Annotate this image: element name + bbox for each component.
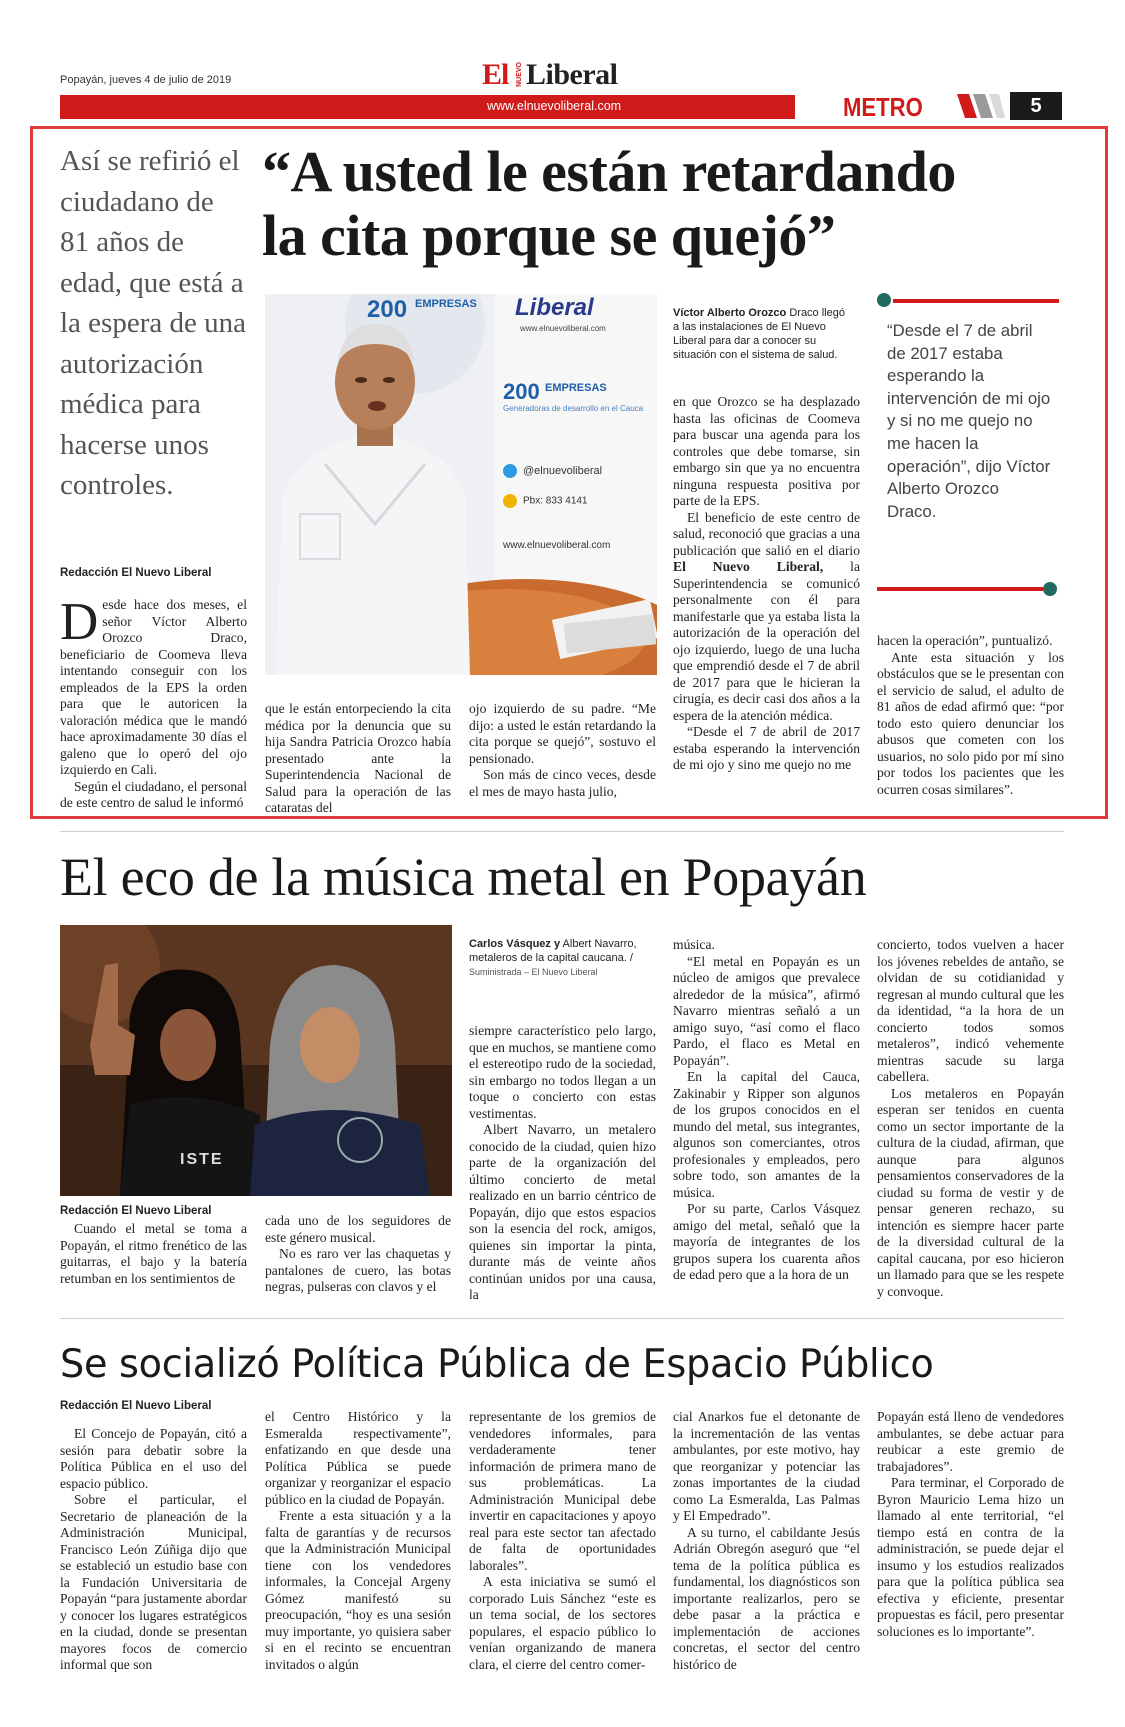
logo-nuevo: NUEVO — [516, 62, 523, 87]
article-3-col-2-p2: Frente a esta situación y a la falta de garantías y de recursos que la Administración Municipal tiene con los vendedores informales, la Concejal Argeny Gómez manifestó su preocupación, “hoy es una sesión muy importante, yo quisiera saber si en el recinto se encuentran invitados o algún — [265, 1508, 451, 1672]
article-3-col-5-p1: Popayán está lleno de vendedores ambulantes, se debe actuar para reubicar a este gremio de trabajadores”. — [877, 1409, 1064, 1474]
page-number: 5 — [1030, 95, 1042, 117]
article-2-photo-caption: Carlos Vásquez y Albert Navarro, metaleros de la capital caucana. / Suministrada – El Nuevo Liberal — [469, 937, 645, 979]
article-3-col-3 — [469, 1409, 656, 1673]
article-1-col-5 — [877, 633, 1064, 798]
article-1-photo-caption: Víctor Alberto Orozco Draco llegó a las instalaciones de El Nuevo Liberal para dar a conocer su situación con el sistema de salud. — [673, 307, 845, 361]
article-1-photo[interactable] — [265, 294, 657, 675]
logo-el: El — [482, 58, 509, 91]
dropcap: D — [60, 593, 99, 651]
metal-photo-scene — [60, 925, 452, 1196]
shirt-text: ISTE — [180, 1151, 224, 1168]
phone-icon — [503, 494, 517, 508]
article-2-col-3-p2: Albert Navarro, un metalero conocido de la ciudad, quien hizo parte de la organización del último concierto de metal realizado en un barrio céntrico de Popayán, dijo que estos espacios son la esencia del rock, amigos, quienes sin importar la pinta, durante más de veinte años continúan unidos por una causa, la — [469, 1122, 656, 1302]
poster-twitter: @elnuevoliberal — [503, 464, 602, 478]
article-1-col-4 — [673, 394, 860, 774]
article-2-col-5-p2: Los metaleros en Popayán esperan ser tenidos en cuenta como un sector importante de la cultura de la ciudad, afirman, que aunque para algunos pensamientos conservadores de la ciudad su forma de vestir y de pensar generen rechazo, su intención es siempre hacer parte de la diversidad cultural de la capital caucana, por eso hicieron un llamado para que se les respete y convoque. — [877, 1085, 1064, 1299]
article-3-col-4 — [673, 1409, 860, 1673]
header-red-band — [60, 95, 795, 119]
article-3-col-2-p1: el Centro Histórico y la Esmeralda respectivamente”, enfatizando en que desde una Política Pública se puede organizar y reorganizar el espacio público en la ciudad de Popayán. — [265, 1409, 451, 1507]
poster-pbx: Pbx: 833 4141 — [503, 494, 588, 508]
article-2-col-2-p1: cada uno de los seguidores de este género musical. — [265, 1213, 451, 1245]
article-3-col-5-p2: Para terminar, el Corporado de Byron Mauricio Lema hizo un llamado al ente territorial, “el tiempo está en contra de la administración, se puede dejar el insumo y los estudios realizados para que la política pública sea efectiva y eficiente, presentar propuestas es fácil, pero presentar soluciones es lo importante”. — [877, 1475, 1064, 1639]
article-3-col-1 — [60, 1426, 247, 1674]
article-2-col-4-p1: música. — [673, 937, 715, 952]
poster-empresas-mid: EMPRESAS — [545, 382, 607, 394]
poster-url-bottom: www.elnuevoliberal.com — [503, 540, 611, 551]
headline-line-2: la cita porque se quejó” — [262, 203, 836, 268]
article-1-col-2-p1: que le están entorpeciendo la cita médica por la denuncia que su hija Sandra Patricia Orozco había presentado ante la Superintendencia Nacional de Salud para la operación de las cataratas del — [265, 701, 451, 815]
section-label: METRO — [843, 92, 923, 122]
article-2-col-4-p2: “El metal en Popayán es un núcleo de amigos que prevalece alrededor de la música”, afirmó Navarro mientras señaló a un amigo suyo, “así como el flaco Pardo, el flaco es Metal en Popayán”. — [673, 953, 860, 1068]
article-1-col-5-p2: Ante esta situación y los obstáculos que se le presentan con el servicio de salud, el adulto de 81 años de edad afirmó que: “por todo esto quiero denunciar los abusos que cometen con los usuarios, no solo pido por mí sino por todos los pacientes que les ocurren cosas similares”. — [877, 649, 1064, 797]
article-3-byline: Redacción El Nuevo Liberal — [60, 1400, 212, 1412]
pull-quote-bottom-rule — [877, 587, 1043, 591]
pull-quote: “Desde el 7 de abril de 2017 estaba esperando la intervención de mi ojo y si no me quejo no me hacen la operación”, dijo Víctor Alberto Orozco Draco. — [887, 321, 1051, 521]
article-1-byline: Redacción El Nuevo Liberal — [60, 567, 212, 579]
article-3-col-3-p2: A esta iniciativa se sumó el corporado Luis Sánchez “este es un tema social, de los sectores populares, el espacio público lo venían organizando de manera clara, el cierre del centro comer- — [469, 1574, 656, 1672]
article-3-col-2 — [265, 1409, 451, 1673]
article-2-col-1 — [60, 1221, 247, 1287]
section-divider-2 — [60, 1318, 1064, 1319]
article-3-col-3-p1: representante de los gremios de vendedores informales, para verdaderamente tener información de primera mano de sus problemáticas. La Administración Municipal debe invertir en capacitaciones y apoyo real para este sector tan afectado de falta de oportunidades laborales”. — [469, 1409, 656, 1573]
article-3-col-5 — [877, 1409, 1064, 1640]
article-2-col-2 — [265, 1213, 451, 1296]
article-1-col-1-p1: Desde hace dos meses, el señor Víctor Alberto Orozco Draco, beneficiario de Coomeva lleva intentando conseguir con los empleados de la EPS la orden para que le autoricen la valoración médica que le mandó hace aproximadamente 30 días el galeno que lo operó del ojo izquierdo en Cali. — [60, 593, 247, 777]
newspaper-logo[interactable] — [482, 58, 642, 92]
article-1-col-4-p1: en que Orozco se ha desplazado hasta las oficinas de Coomeva para buscar una agenda para los controles que debe tomarse, sin embargo sin que ya no encuentra ninguna respuesta positiva por parte de la EPS. — [673, 394, 860, 508]
article-1-col-4-p3: “Desde el 7 de abril de 2017 estaba esperando la intervención de mi ojo y sino me quejo no me — [673, 724, 860, 772]
article-1-col-2 — [265, 701, 451, 817]
poster-url-top: www.elnuevoliberal.com — [520, 324, 606, 333]
headline-line-1: “A usted le están retardando — [262, 139, 956, 204]
article-1-headline — [262, 140, 1062, 268]
article-1-col-1 — [60, 593, 247, 812]
article-1-deck: Así se refirió el ciudadano de 81 años de edad, que está a la espera de una autorización médica para hacerse unos controles. — [60, 145, 246, 501]
section-divider-1 — [60, 831, 1064, 832]
pull-quote-top-rule — [893, 299, 1059, 303]
article-2-col-4 — [673, 937, 860, 1284]
article-2-col-4-p3: En la capital del Cauca, Zakinabir y Ripper son algunos de los grupos conocidos en el mundo del metal, sus integrantes, algunos son comerciantes, otros profesionales y empleados, pero sobre todo, son amantes de la música. — [673, 1069, 860, 1200]
article-2-col-1-p1: Cuando el metal se toma a Popayán, el ritmo frenético de las guitarras, el bajo y la batería retumban en los sentimientos de — [60, 1221, 247, 1286]
article-3-headline: Se socializó Política Pública de Espacio Público — [60, 1342, 934, 1387]
article-2-col-4-p4: Por su parte, Carlos Vásquez amigo del metal, señaló que la mayoría de integrantes de los grupos supera los cuarenta años de edad pero que a la hora de un — [673, 1201, 860, 1282]
twitter-icon — [503, 464, 517, 478]
header-date: Popayán, jueves 4 de julio de 2019 — [60, 74, 232, 86]
article-2-col-3 — [469, 1023, 656, 1304]
article-3-col-4-p1: cial Anarkos fue el detonante de la incrementación de las ventas ambulantes, por este motivo, hay que reorganizar y potenciar las zonas importantes de la ciudad como La Esmeralda, Las Palmas y El Empedrado”. — [673, 1409, 860, 1523]
pull-quote-top-dot-icon — [877, 293, 891, 307]
article-1-col-4-p2: El beneficio de este centro de salud, reconoció que gracias a una publicación que salió en el diario El Nuevo Liberal, la Superintendencia se comunicó personalmente con él para manifestarle que ya estaba lista la autorización de la operación del ojo izquierdo, luego de una lucha que emprendió desde el 7 de abril de 2017 para que le hicieran la cirugía, es decir casi dos años a la espera de la atención médica. — [673, 509, 860, 723]
article-1-col-1-p2: Según el ciudadano, el personal de este centro de salud le informó — [60, 778, 247, 810]
poster-200: 200 — [367, 296, 408, 323]
article-3-col-1-p1: El Concejo de Popayán, citó a sesión para debatir sobre la Política Pública en el uso del espacio público. — [60, 1426, 247, 1491]
article-2-col-5 — [877, 937, 1064, 1300]
poster-200-mid: 200 — [503, 379, 540, 404]
pull-quote-bottom-dot-icon — [1043, 582, 1057, 596]
article-2-col-5-p1: concierto, todos vuelven a hacer los jóvenes rebeldes de antaño, se olvidan de su cotidianidad y regresan al mundo cultural que les da identidad, “a la hora de un concierto todos somos metaleros”, indicó vehemente mientras sacude su larga cabellera. — [877, 937, 1064, 1084]
article-2-byline: Redacción El Nuevo Liberal — [60, 1205, 212, 1217]
header-website[interactable]: www.elnuevoliberal.com — [487, 99, 622, 113]
article-3-col-4-p2: A su turno, el cabildante Jesús Adrián Obregón aseguró que “el tema de la política pública es fundamental, los diagnósticos son importante realizarlos, pero se debe pasar a la práctica e implementación de acciones concretas, el sector del centro histórico de — [673, 1524, 860, 1672]
article-2-col-2-p2: No es raro ver las chaquetas y pantalones de cuero, las botas negras, pulseras con clavos y el — [265, 1246, 451, 1294]
article-2-photo-credit: Suministrada – El Nuevo Liberal — [469, 967, 598, 977]
poster-empresas-sub: Generadoras de desarrollo en el Cauca — [503, 404, 644, 413]
article-1-col-3 — [469, 701, 656, 800]
poster-liberal: Liberal — [515, 294, 594, 321]
article-1-col-3-p2: Son más de cinco veces, desde el mes de mayo hasta julio, — [469, 767, 656, 799]
article-1-col-5-p1: hacen la operación”, puntualizó. — [877, 633, 1053, 648]
article-3-col-1-p2: Sobre el particular, el Secretario de planeación de la Administración Municipal, Francisco León Zúñiga dijo que se estableció un estudio base con la Fundación Universitaria de Popayán “para justamente abordar y conocer los lugares estratégicos en la ciudad, donde se presentan mayores focos de comercio informal que son — [60, 1492, 247, 1672]
article-2-headline: El eco de la música metal en Popayán — [60, 847, 867, 907]
article-2-col-3-p1: siempre característico pelo largo, que en muchos, se mantiene como el estereotipo rudo de la sociedad, sin embargo no todos llegan a un toque o concierto con estas vestimentas. — [469, 1023, 656, 1121]
section-stripes-icon — [955, 92, 1005, 120]
page-number-box — [1010, 92, 1062, 120]
article-2-photo[interactable] — [60, 925, 452, 1196]
logo-liberal: Liberal — [526, 58, 618, 91]
article-1-col-3-p1: ojo izquierdo de su padre. “Me dijo: a usted le están retardando la cita porque se quejó”, sostuvo el pensionado. — [469, 701, 656, 766]
photo-scene — [265, 294, 657, 675]
poster-empresas: EMPRESAS — [415, 298, 477, 310]
